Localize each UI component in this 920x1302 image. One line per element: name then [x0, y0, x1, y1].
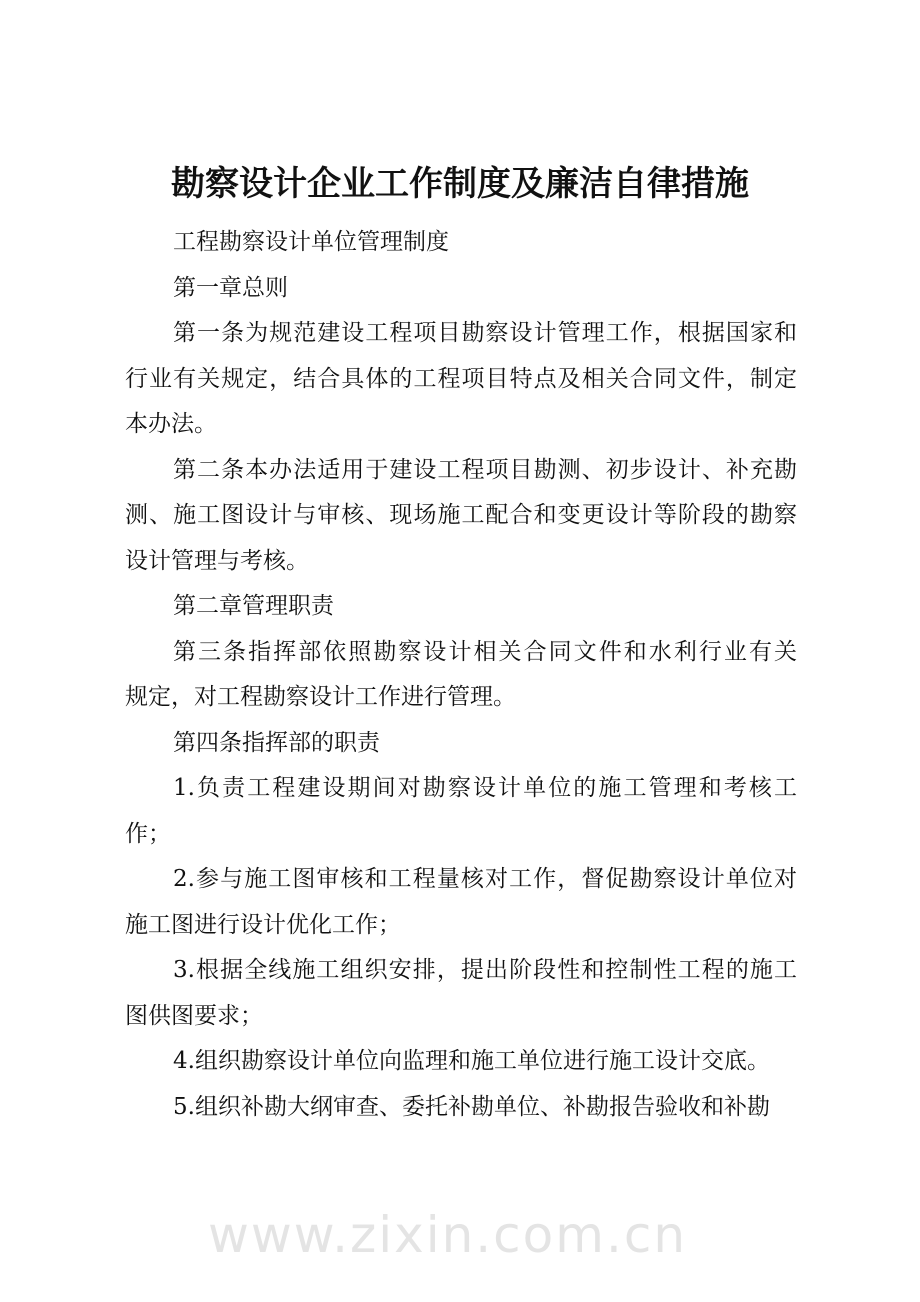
text-line: 第三条指挥部依照勘察设计相关合同文件和水利行业有关: [173, 638, 797, 665]
paragraph: [125, 584, 797, 630]
text-line: 设计管理与考核。: [125, 547, 309, 574]
text-line: 第一章总则: [173, 274, 288, 301]
watermark: www.zixin.com.cn: [208, 1206, 688, 1264]
paragraph: [125, 220, 797, 266]
text-line: 第四条指挥部的职责: [173, 729, 380, 756]
paragraph: [125, 448, 797, 585]
text-line: 5.组织补勘大纲审查、委托补勘单位、补勘报告验收和补勘: [173, 1093, 770, 1120]
paragraph: [125, 1039, 797, 1085]
text-line: 2.参与施工图审核和工程量核对工作，督促勘察设计单位对: [173, 866, 797, 892]
text-line: 第一条为规范建设工程项目勘察设计管理工作，根据国家和: [173, 320, 797, 346]
text-line: 测、施工图设计与审核、现场施工配合和变更设计等阶段的勘察: [125, 502, 797, 528]
paragraph: [125, 721, 797, 767]
paragraph: [125, 766, 797, 857]
paragraph: [125, 1085, 797, 1131]
text-line: 本办法。: [125, 411, 217, 437]
text-line: 行业有关规定，结合具体的工程项目特点及相关合同文件，制定: [125, 365, 797, 392]
text-line: 作；: [125, 820, 171, 847]
document-title: 勘察设计企业工作制度及廉洁自律措施: [171, 164, 749, 204]
text-line: 1.负责工程建设期间对勘察设计单位的施工管理和考核工: [173, 775, 797, 801]
text-line: 工程勘察设计单位管理制度: [173, 229, 449, 255]
paragraph: [125, 311, 797, 448]
paragraph: [125, 630, 797, 721]
text-line: 第二条本办法适用于建设工程项目勘测、初步设计、补充勘: [173, 456, 797, 483]
text-line: 规定，对工程勘察设计工作进行管理。: [125, 684, 516, 710]
text-line: 施工图进行设计优化工作；: [125, 911, 401, 938]
paragraph: [125, 948, 797, 1039]
text-line: 3.根据全线施工组织安排，提出阶段性和控制性工程的施工: [173, 957, 797, 983]
document-body: [125, 220, 797, 1130]
text-line: 图供图要求；: [125, 1002, 263, 1029]
paragraph: [125, 857, 797, 948]
text-line: 第二章管理职责: [173, 593, 334, 619]
text-line: 4.组织勘察设计单位向监理和施工单位进行施工设计交底。: [173, 1048, 770, 1074]
paragraph: [125, 266, 797, 312]
